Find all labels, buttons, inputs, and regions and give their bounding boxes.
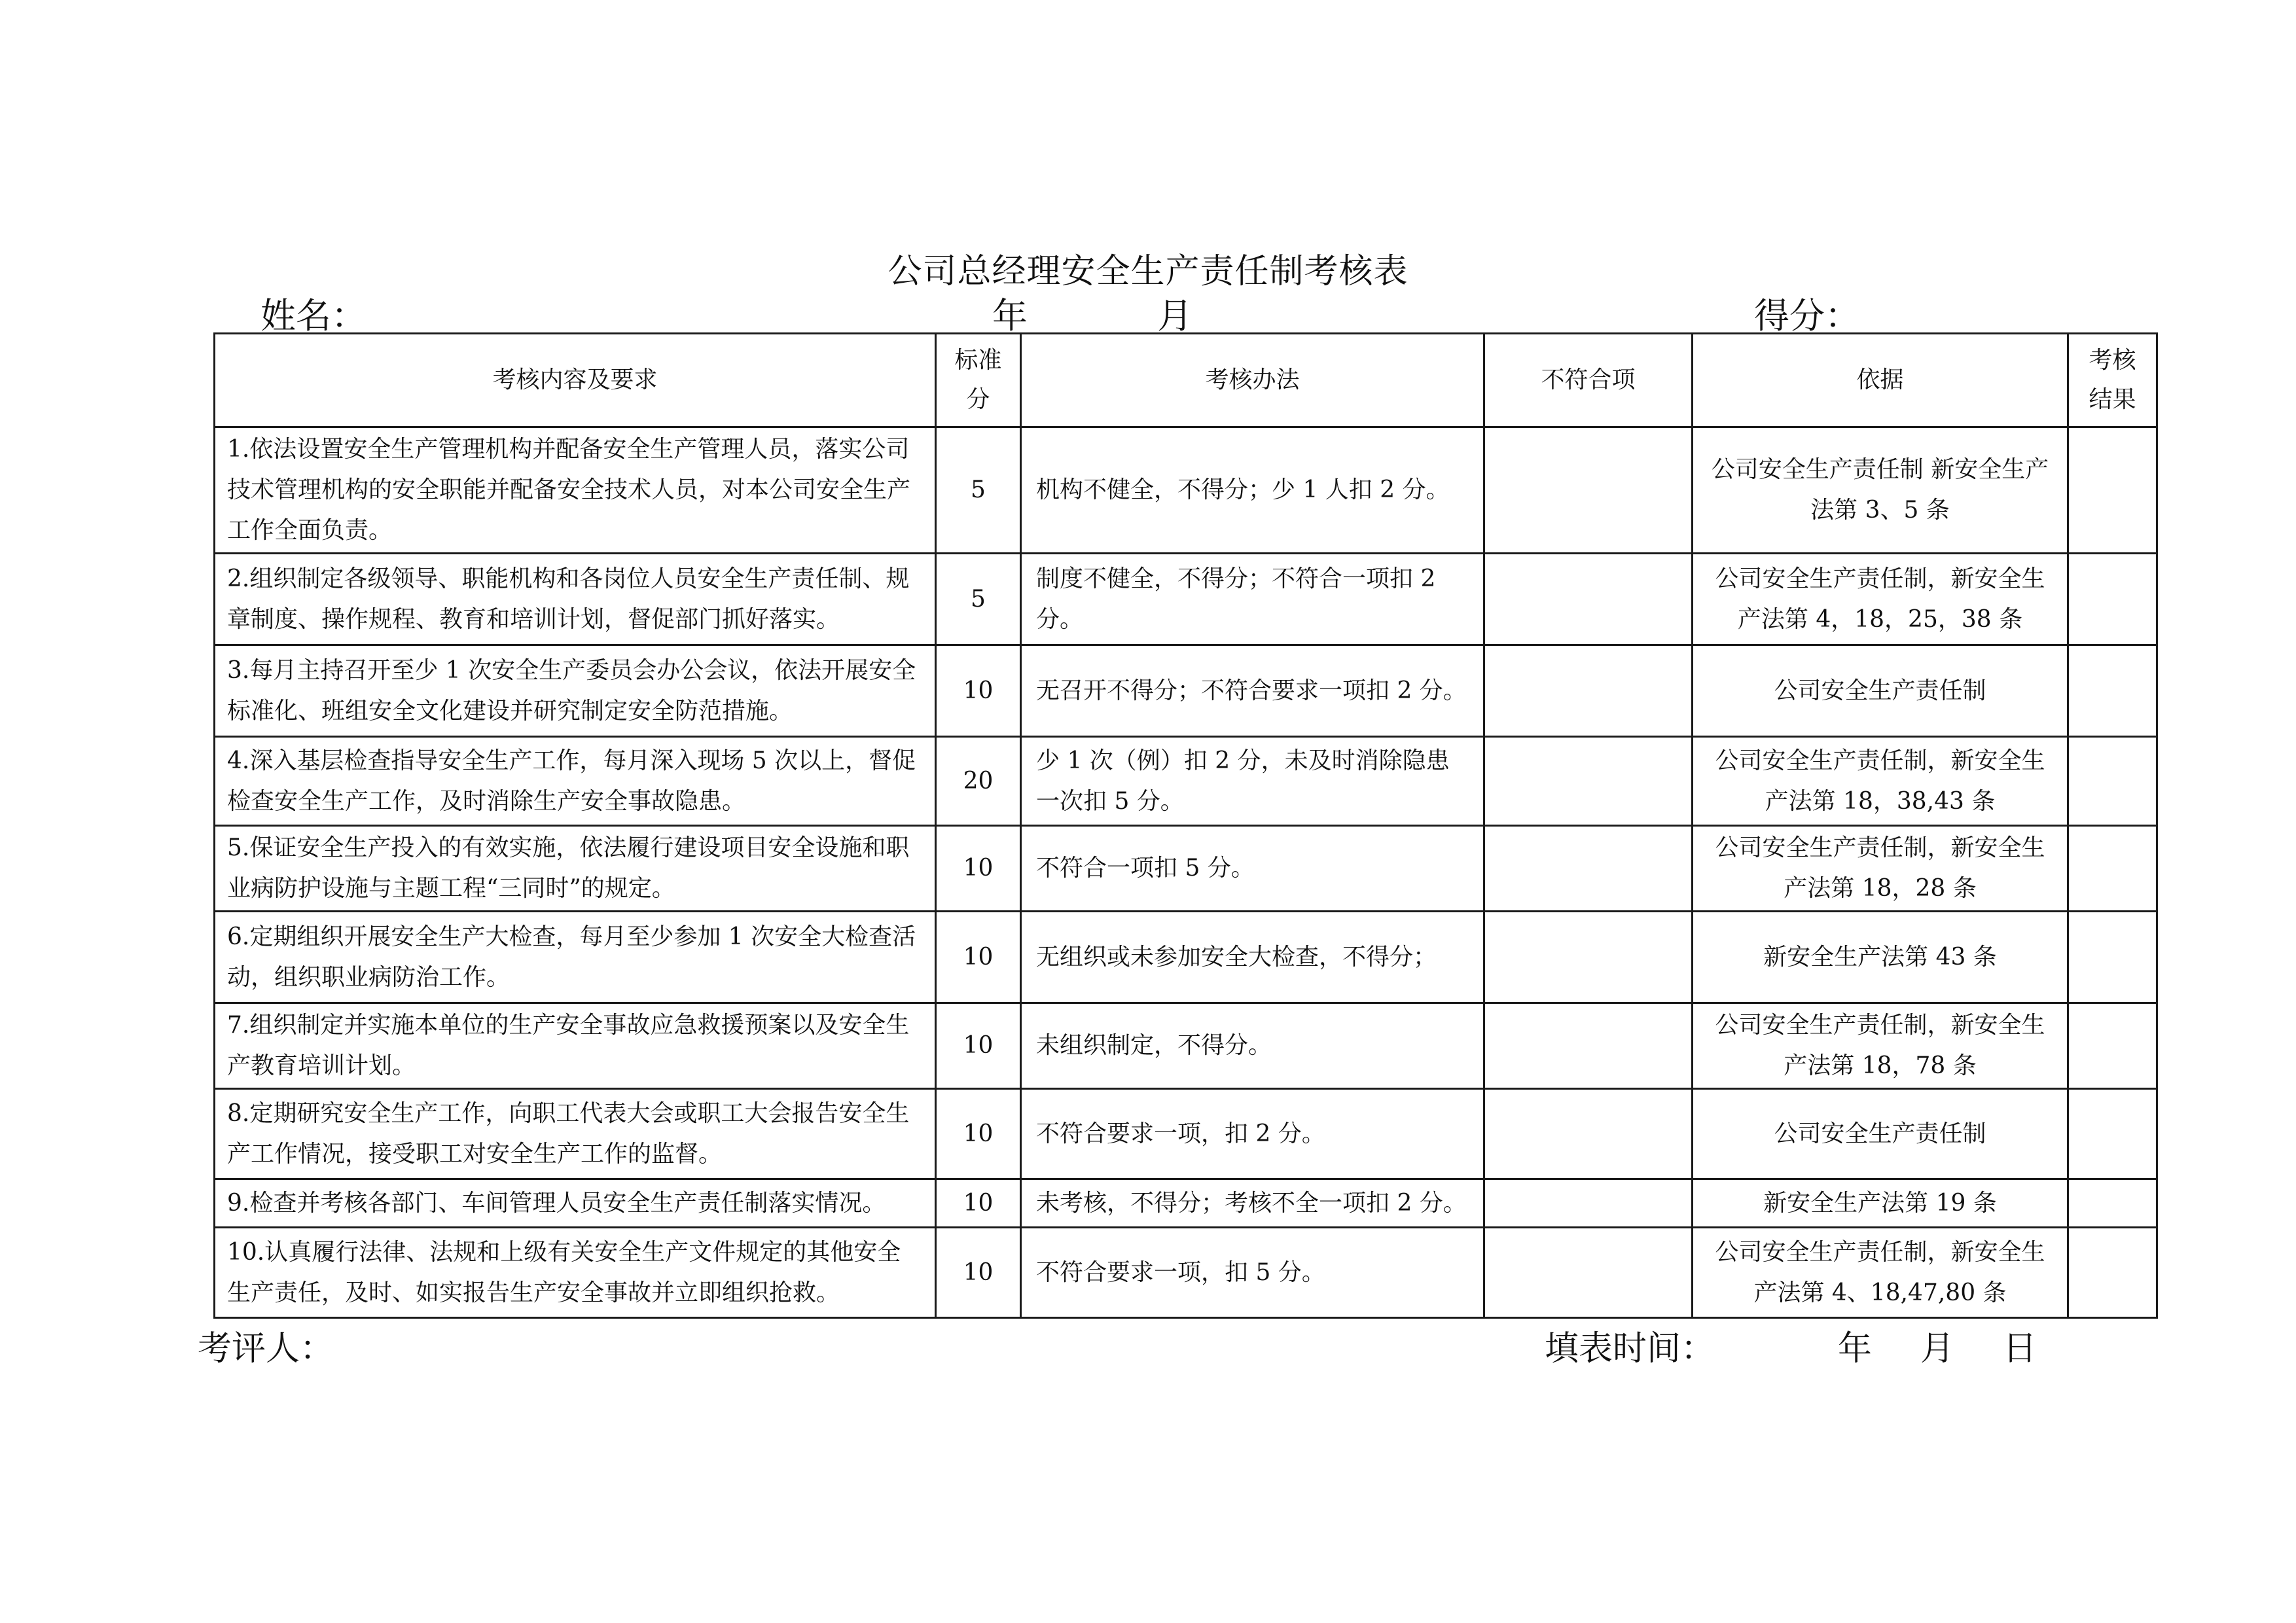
standard-score-cell: 10 (936, 1228, 1021, 1318)
nonconform-cell[interactable] (1484, 737, 1693, 826)
method-cell: 不符合一项扣 5 分。 (1021, 826, 1484, 912)
name-label: 姓名： (260, 295, 367, 336)
assessment-table (213, 332, 2158, 1319)
standard-score-cell: 10 (936, 1179, 1021, 1228)
standard-score-cell: 10 (936, 645, 1021, 737)
result-cell[interactable] (2068, 1228, 2157, 1318)
standard-score-cell: 5 (936, 427, 1021, 554)
method-cell: 无召开不得分；不符合要求一项扣 2 分。 (1021, 645, 1484, 737)
col-header-basis: 依据 (1693, 334, 2068, 427)
basis-cell: 公司安全生产责任制，新安全生产法第 18，38,43 条 (1693, 737, 2068, 826)
basis-cell: 公司安全生产责任制，新安全生产法第 4、18,47,80 条 (1693, 1228, 2068, 1318)
nonconform-cell[interactable] (1484, 1228, 1693, 1318)
table-row (215, 1228, 2157, 1318)
col-header-result (2068, 334, 2157, 427)
nonconform-cell[interactable] (1484, 427, 1693, 554)
col-header-content: 考核内容及要求 (215, 334, 936, 427)
requirement-cell: 4.深入基层检查指导安全生产工作，每月深入现场 5 次以上，督促检查安全生产工作，及时消除生产安全事故隐患。 (215, 737, 936, 826)
table-row (215, 826, 2157, 912)
standard-score-cell: 10 (936, 1003, 1021, 1089)
basis-cell: 公司安全生产责任制，新安全生产法第 18，28 条 (1693, 826, 2068, 912)
standard-score-cell: 10 (936, 826, 1021, 912)
result-cell[interactable] (2068, 1089, 2157, 1179)
standard-score-cell: 10 (936, 912, 1021, 1003)
header-year-label: 年 (992, 295, 1028, 336)
method-cell: 无组织或未参加安全大检查，不得分； (1021, 912, 1484, 1003)
basis-cell: 公司安全生产责任制 (1693, 1089, 2068, 1179)
col-header-result-line1: 考核 (2089, 347, 2136, 374)
fill-time-label: 填表时间： (1545, 1329, 1715, 1368)
requirement-cell: 8.定期研究安全生产工作，向职工代表大会或职工大会报告安全生产工作情况，接受职工对安全生产工作的监督。 (215, 1089, 936, 1179)
basis-cell: 新安全生产法第 43 条 (1693, 912, 2068, 1003)
nonconform-cell[interactable] (1484, 554, 1693, 645)
standard-score-cell: 5 (936, 554, 1021, 645)
col-header-result-line2: 结果 (2089, 386, 2136, 413)
footer-day-label: 日 (2003, 1329, 2037, 1368)
nonconform-cell[interactable] (1484, 1003, 1693, 1089)
table-row (215, 1089, 2157, 1179)
table-row (215, 1179, 2157, 1228)
requirement-cell: 9.检查并考核各部门、车间管理人员安全生产责任制落实情况。 (215, 1179, 936, 1228)
result-cell[interactable] (2068, 826, 2157, 912)
method-cell: 未考核，不得分；考核不全一项扣 2 分。 (1021, 1179, 1484, 1228)
document-title: 公司总经理安全生产责任制考核表 (888, 252, 1408, 291)
table-row (215, 912, 2157, 1003)
col-header-standard-score (936, 334, 1021, 427)
nonconform-cell[interactable] (1484, 826, 1693, 912)
col-header-nonconform: 不符合项 (1484, 334, 1693, 427)
requirement-cell: 2.组织制定各级领导、职能机构和各岗位人员安全生产责任制、规章制度、操作规程、教育和培训计划，督促部门抓好落实。 (215, 554, 936, 645)
nonconform-cell[interactable] (1484, 1089, 1693, 1179)
table-row (215, 645, 2157, 737)
col-header-standard-score-line2: 分 (966, 386, 990, 413)
result-cell[interactable] (2068, 1179, 2157, 1228)
method-cell: 不符合要求一项，扣 2 分。 (1021, 1089, 1484, 1179)
method-cell: 未组织制定，不得分。 (1021, 1003, 1484, 1089)
standard-score-cell: 10 (936, 1089, 1021, 1179)
result-cell[interactable] (2068, 1003, 2157, 1089)
header-month-label: 月 (1157, 295, 1193, 336)
col-header-standard-score-line1: 标准 (954, 347, 1002, 374)
basis-cell: 新安全生产法第 19 条 (1693, 1179, 2068, 1228)
nonconform-cell[interactable] (1484, 1179, 1693, 1228)
requirement-cell: 7.组织制定并实施本单位的生产安全事故应急救援预案以及安全生产教育培训计划。 (215, 1003, 936, 1089)
requirement-cell: 6.定期组织开展安全生产大检查，每月至少参加 1 次安全大检查活动，组织职业病防治工作。 (215, 912, 936, 1003)
method-cell: 机构不健全，不得分；少 1 人扣 2 分。 (1021, 427, 1484, 554)
reviewer-label: 考评人： (198, 1329, 334, 1368)
table-row (215, 1003, 2157, 1089)
result-cell[interactable] (2068, 645, 2157, 737)
requirement-cell: 10.认真履行法律、法规和上级有关安全生产文件规定的其他安全生产责任，及时、如实报告生产安全事故并立即组织抢救。 (215, 1228, 936, 1318)
standard-score-cell: 20 (936, 737, 1021, 826)
nonconform-cell[interactable] (1484, 912, 1693, 1003)
method-cell: 少 1 次（例）扣 2 分，未及时消除隐患一次扣 5 分。 (1021, 737, 1484, 826)
score-label: 得分： (1754, 295, 1860, 336)
basis-cell: 公司安全生产责任制 (1693, 645, 2068, 737)
method-cell: 制度不健全，不得分；不符合一项扣 2 分。 (1021, 554, 1484, 645)
col-header-method: 考核办法 (1021, 334, 1484, 427)
nonconform-cell[interactable] (1484, 645, 1693, 737)
result-cell[interactable] (2068, 427, 2157, 554)
result-cell[interactable] (2068, 554, 2157, 645)
requirement-cell: 1.依法设置安全生产管理机构并配备安全生产管理人员，落实公司技术管理机构的安全职能并配备安全技术人员，对本公司安全生产工作全面负责。 (215, 427, 936, 554)
table-row (215, 554, 2157, 645)
basis-cell: 公司安全生产责任制 新安全生产法第 3、5 条 (1693, 427, 2068, 554)
result-cell[interactable] (2068, 912, 2157, 1003)
basis-cell: 公司安全生产责任制，新安全生产法第 18，78 条 (1693, 1003, 2068, 1089)
footer-year-label: 年 (1838, 1329, 1873, 1368)
footer-month-label: 月 (1920, 1329, 1955, 1368)
method-cell: 不符合要求一项，扣 5 分。 (1021, 1228, 1484, 1318)
table-header-row (215, 334, 2157, 427)
basis-cell: 公司安全生产责任制，新安全生产法第 4，18，25，38 条 (1693, 554, 2068, 645)
table-row (215, 427, 2157, 554)
requirement-cell: 3.每月主持召开至少 1 次安全生产委员会办公会议，依法开展安全标准化、班组安全文化建设并研究制定安全防范措施。 (215, 645, 936, 737)
requirement-cell: 5.保证安全生产投入的有效实施，依法履行建设项目安全设施和职业病防护设施与主题工程“三同时”的规定。 (215, 826, 936, 912)
table-row (215, 737, 2157, 826)
result-cell[interactable] (2068, 737, 2157, 826)
